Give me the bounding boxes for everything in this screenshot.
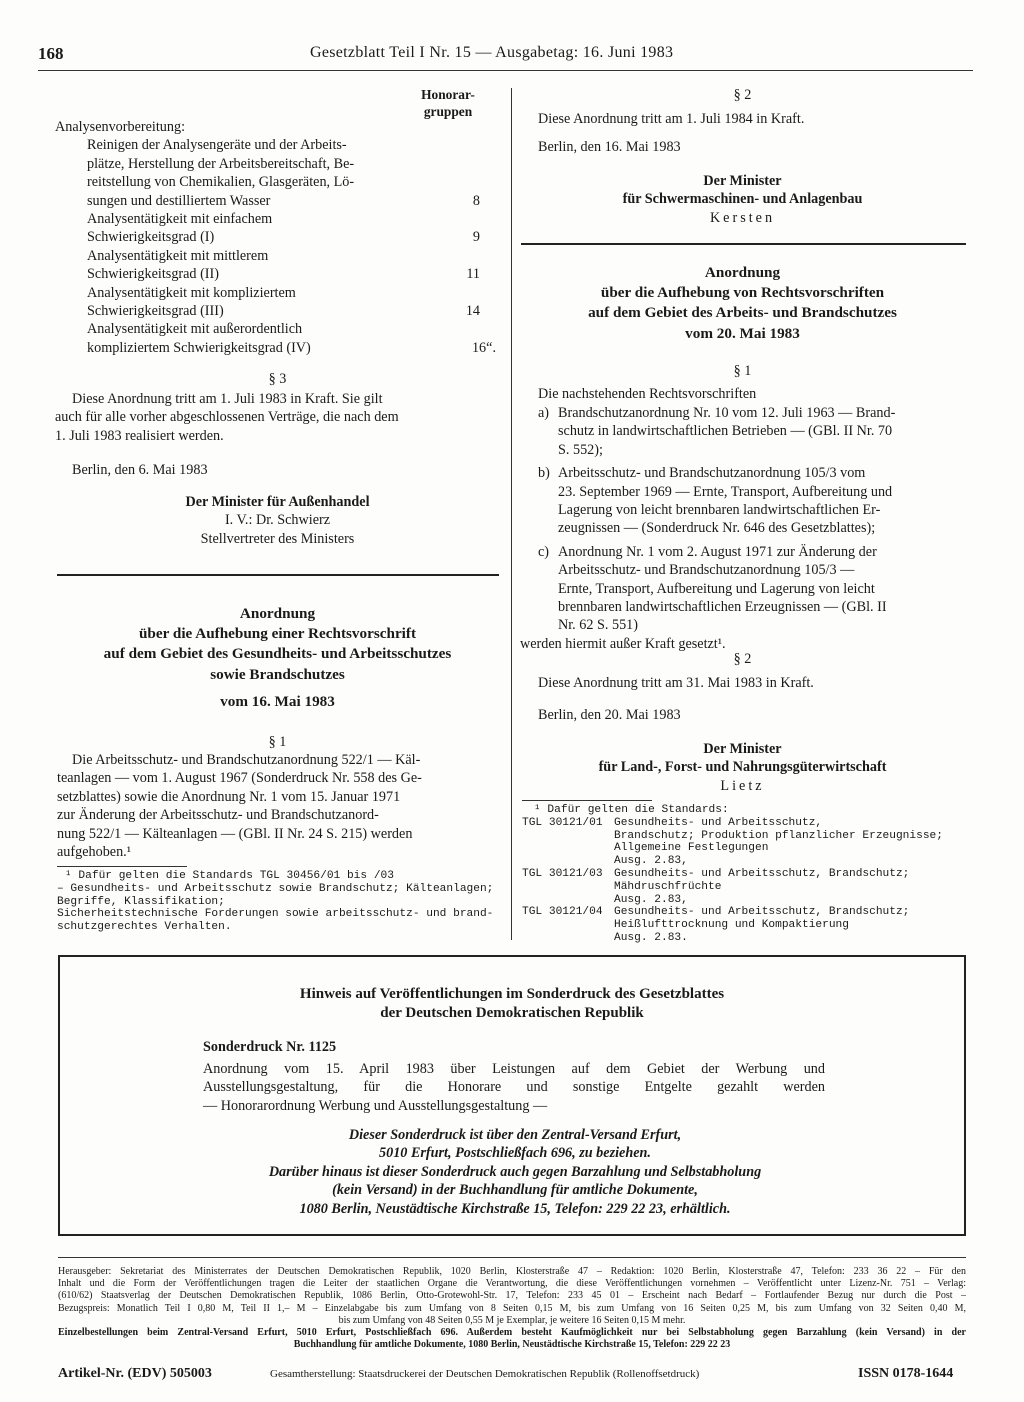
notice-title: Hinweis auf Veröffentlichungen im Sonderdruck des Gesetzblattes der Deutschen Demokratischen Republik bbox=[299, 986, 725, 1021]
table-row: Analysentätigkeit mit kompliziertem Schwierigkeitsgrad (III) 14 bbox=[87, 284, 480, 320]
list-item: TGL 30121/01 Gesundheits- und Arbeitsschutz, Brandschutz; Produktion pflanzlicher Erzeugnisse; Allgemeine Festlegungen Ausg. 2.83, bbox=[522, 816, 943, 868]
honorar-value: 16“. bbox=[471, 339, 496, 356]
section-3-text: Diese Anordnung tritt am 1. Juli 1983 in Kraft. Sie gilt auch für alle vorher abgeschlossenen Verträge, die nach dem 1. Juli 1983 realisiert werden. bbox=[55, 391, 399, 444]
section-rule bbox=[57, 574, 499, 576]
list-item: a) Brandschutzanordnung Nr. 10 vom 12. Juli 1963 — Brand- schutz in landwirtschaftlichen Betrieben — (GBl. II Nr. 70 S. 552); bbox=[538, 405, 896, 458]
footnote-rule bbox=[522, 800, 652, 801]
gesamtherstellung: Gesamtherstellung: Staatsdruckerei der Deutschen Demokratischen Republik (Rollenoffsetdruck) bbox=[270, 1368, 700, 1380]
issn: ISSN 0178-1644 bbox=[858, 1366, 954, 1381]
honorar-value: 14 bbox=[465, 303, 480, 320]
footnote-rule bbox=[57, 866, 187, 867]
sonderdruck-number: Sonderdruck Nr. 1125 bbox=[203, 1039, 337, 1055]
gazette-title: Gesetzblatt Teil I Nr. 15 — Ausgabetag: 16. Juni 1983 bbox=[310, 44, 674, 61]
honorar-value: 9 bbox=[472, 229, 480, 246]
header-rule bbox=[38, 70, 973, 71]
table-row: Analysentätigkeit mit mittlerem Schwierigkeitsgrad (II) 11 bbox=[87, 247, 480, 283]
section-1-text: Die Arbeitsschutz- und Brandschutzanordnung 522/1 — Käl- teanlagen — vom 1. August 1967 (Sonderdruck Nr. 558 des Ge- setzblattes) sowie die Anordnung Nr. 1 vom 15. Januar 1971 zur Änderung der Arbeitsschutz- und Brandschutzanord- nung 522/1 — Kälteanlagen — (GBl. II Nr. 24 S. 215) werden aufgehoben.¹ bbox=[57, 752, 422, 861]
artikel-number: Artikel-Nr. (EDV) 505003 bbox=[58, 1366, 212, 1381]
minister-title-2: Der Minister für Land-, Forst- und Nahrungsgüterwirtschaft bbox=[598, 741, 887, 776]
section-2b-text: Diese Anordnung tritt am 31. Mai 1983 in Kraft. bbox=[538, 675, 814, 691]
signature-block bbox=[55, 493, 500, 548]
section-2-text: Diese Anordnung tritt am 1. Juli 1984 in Kraft. bbox=[538, 111, 805, 127]
section-2-heading: § 2 bbox=[733, 87, 752, 103]
list-item: TGL 30121/03 Gesundheits- und Arbeitsschutz, Brandschutz; Mähdruschfrüchte Ausg. 2.83, bbox=[522, 867, 910, 906]
section-2b-heading: § 2 bbox=[733, 651, 752, 667]
honorar-value: 11 bbox=[466, 266, 480, 283]
place-date-2: Berlin, den 20. Mai 1983 bbox=[538, 707, 681, 723]
place-date: Berlin, den 16. Mai 1983 bbox=[538, 139, 681, 155]
honorargruppen-heading: Honorar- gruppen bbox=[421, 87, 475, 119]
table-row: Reinigen der Analysengeräte und der Arbeits- plätze, Herstellung der Arbeitsbereitschaft, Be- reitstellung von Chemikalien, Glasgeräten, Lö- sungen und destilliertem Wasser 8 bbox=[87, 137, 480, 209]
rechtsvorschriften-list bbox=[520, 404, 966, 653]
section-rule bbox=[521, 243, 966, 245]
sonderdruck-description: Anordnung vom 15. April 1983 über Leistungen auf dem Gebiet der Werbung und Ausstellungsgestaltung, für die Honorare und sonstige Entgelte gezahlt werden — Honorarordnung Werbung und Ausstellungsgestaltung — bbox=[203, 1061, 825, 1114]
page-header bbox=[38, 44, 973, 70]
anordnung-title: Anordnung über die Aufhebung einer Rechtsvorschrift auf dem Gebiet des Gesundheits- und Arbeitsschutzes sowie Brandschutzes vom 16. Mai 1983 bbox=[103, 605, 452, 710]
standards-footnote: ¹ Dafür gelten die Standards: TGL 30121/01 Gesundheits- und Arbeitsschutz, Brandschutz; Produktion pflanzlicher Erzeugnisse; Allgemeine Festlegungen Ausg. 2.83, TGL 30121/03 Gesundheits- und Arbeitsschutz, Brandschutz; Mähdruschfrüchte Ausg. 2.83, TGL 30121/04 Gesundheits- und Arbeitsschutz, Brandschutz; Heißlufttrocknung und Kompaktierung Ausg. 2.83. bbox=[522, 804, 967, 945]
distribution-note: Dieser Sonderdruck ist über den Zentral-Versand Erfurt, 5010 Erfurt, Postschließfach 696, zu beziehen. Darüber hinaus ist dieser Sonderdruck auch gegen Barzahlung und Selbstabholung (kein Versand) in der Buchhandlung für amtliche Dokumente, 1080 Berlin, Neustädtische Kirchstraße 15, Telefon: 229 22 23, erhältlich. bbox=[268, 1127, 762, 1217]
section-1-heading: § 1 bbox=[733, 363, 752, 379]
footnote: ¹ Dafür gelten die Standards TGL 30456/01 bis /03 – Gesundheits- und Arbeitsschutz sowie Brandschutz; Kälteanlagen; Begriffe, Klassifikation; Sicherheitstechnische Forderungen sowie arbeitsschutz- und brand- schutzgerechtes Verhalten. bbox=[57, 870, 494, 934]
analysen-table bbox=[55, 118, 496, 357]
place-date: Berlin, den 6. Mai 1983 bbox=[72, 462, 208, 478]
signer-name: Kersten bbox=[709, 210, 776, 226]
table-row: Analysentätigkeit mit einfachem Schwierigkeitsgrad (I) 9 bbox=[87, 211, 480, 246]
signer-name-2: Lietz bbox=[720, 778, 765, 794]
imprint: Herausgeber: Sekretariat des Ministerrates der Deutschen Demokratischen Republik, 1020 Berlin, Klosterstraße 47 – Redaktion: 1020 Berlin, Klosterstraße 47, Telefon: 233 36 22 – Für den Inhalt und die Form der Veröffentlichungen tragen die Leiter der staatlichen Organe die Verantwortung, die diese Veröffentlichungen vornehmen – Veröffentlicht unter Lizenz-Nr. 751 – Verlag: (610/62) Staatsverlag der Deutschen Demokratischen Republik, 1086 Berlin, Otto-Grotewohl-Str. 17, Telefon: 233 45 01 – Erscheint nach Bedarf – Fortlaufender Bezug nur durch die Post – Bezugspreis: Monatlich Teil I 0,80 M, Teil II 1,– M – Einzelabgabe bis zum Umfang von 8 Seiten 0,15 M, bis zum Umfang von 16 Seiten 0,25 M, bis zum Umfang von 32 Seiten 0,40 M, bis zum Umfang von 48 Seiten 0,55 M je Exemplar, je weitere 16 Seiten 0,15 M mehr. Einzelbestellungen beim Zentral-Versand Erfurt, 5010 Erfurt, Postschließfach 696. Außerdem besteht Kaufmöglichkeit nur bei Selbstabholung gegen Barzahlung (kein Versand) in der Buchhandlung für amtliche Dokumente, 1080 Berlin, Neustädtische Kirchstraße 15, Telefon: 229 22 23 bbox=[58, 1266, 966, 1351]
table-row: Analysentätigkeit mit außerordentlich kompliziertem Schwierigkeitsgrad (IV) 16“. bbox=[87, 321, 496, 356]
signer-role: Stellvertreter des Ministers bbox=[200, 530, 355, 547]
section-3-heading: § 3 bbox=[268, 371, 287, 387]
minister-title: Der Minister für Schwermaschinen- und Anlagenbau bbox=[622, 173, 863, 208]
anordnung-title: Anordnung über die Aufhebung von Rechtsvorschriften auf dem Gebiet des Arbeits- und Brandschutzes vom 20. Mai 1983 bbox=[588, 264, 897, 342]
list-item: TGL 30121/04 Gesundheits- und Arbeitsschutz, Brandschutz; Heißlufttrocknung und Kompaktierung Ausg. 2.83. bbox=[522, 906, 910, 944]
column-divider bbox=[511, 88, 512, 940]
signer-name: I. V.: Dr. Schwierz bbox=[224, 512, 331, 529]
analysen-title: Analysenvorbereitung: bbox=[55, 119, 186, 135]
section-1-intro: Die nachstehenden Rechtsvorschriften bbox=[538, 386, 757, 402]
list-item: b) Arbeitsschutz- und Brandschutzanordnung 105/3 vom 23. September 1969 — Ernte, Transport, Aufbereitung und Lagerung von leicht brennbaren landwirtschaftlichen Er- zeugnissen — (Sonderdruck Nr. 646 des Gesetzblattes); bbox=[538, 465, 893, 537]
section-1-heading: § 1 bbox=[268, 734, 287, 750]
honorar-value: 8 bbox=[472, 192, 480, 209]
minister-title: Der Minister für Außenhandel bbox=[185, 494, 370, 510]
imprint-rule bbox=[58, 1257, 966, 1258]
section-1-outro: werden hiermit außer Kraft gesetzt¹. bbox=[520, 635, 726, 652]
page-number: 168 bbox=[38, 44, 64, 63]
list-item: c) Anordnung Nr. 1 vom 2. August 1971 zur Änderung der Arbeitsschutz- und Brandschutzanordnung 105/3 — Ernte, Transport, Aufbereitung und Lagerung von leicht brennbaren landwirtschaftlichen Erzeugnissen — (GBl. II Nr. 62 S. 551) bbox=[538, 543, 887, 634]
